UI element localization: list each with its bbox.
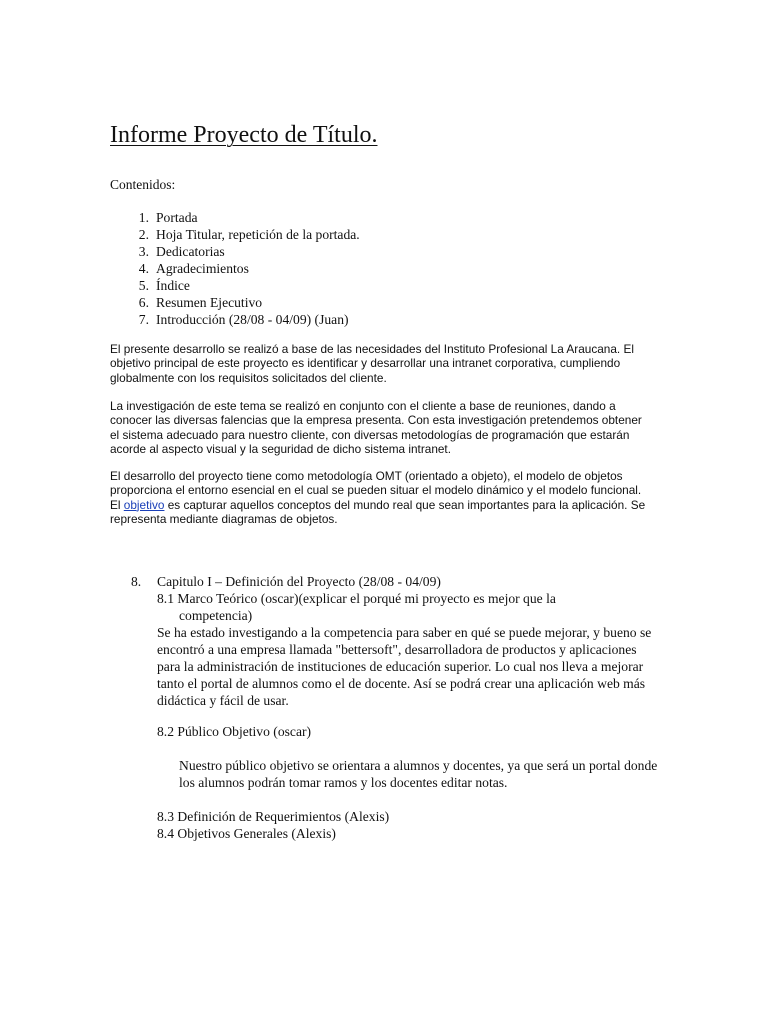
intro-paragraph — [110, 469, 650, 526]
toc-item-number: 6. — [138, 295, 149, 310]
section-heading-marco-teorico: 8.1 Marco Teórico (oscar)(explicar el porqué mi proyecto es mejor que la competencia) — [157, 591, 556, 623]
toc-item — [120, 294, 360, 311]
toc-item-text: Resumen Ejecutivo — [156, 295, 263, 310]
section-heading-publico-objetivo: 8.2 Público Objetivo (oscar) — [157, 724, 312, 739]
toc-item — [120, 243, 360, 260]
toc-item-number: 4. — [138, 261, 149, 276]
toc-item — [120, 226, 360, 243]
toc-item-number: 7. — [138, 312, 149, 327]
toc-item-number: 1. — [138, 210, 149, 225]
toc-item-text: Dedicatorias — [156, 244, 225, 259]
toc-item-number: 2. — [138, 227, 149, 242]
toc-item — [120, 277, 360, 294]
paragraph-text: El desarrollo del proyecto tiene como metodología OMT (orientado a objeto), el modelo de objetos proporciona el entorno esencial en el cual se pueden situar el modelo dinámico y el modelo funcional. El — [110, 469, 642, 512]
section-heading-objetivos-generales: 8.4 Objetivos Generales (Alexis) — [157, 826, 336, 841]
toc-item — [120, 260, 360, 277]
section-heading-requerimientos: 8.3 Definición de Requerimientos (Alexis) — [157, 809, 390, 824]
chapter-heading — [131, 573, 441, 590]
table-of-contents-list — [120, 209, 360, 328]
intro-paragraph: El presente desarrollo se realizó a base de las necesidades del Instituto Profesional La Araucana. El objetivo principal de este proyecto es identificar y desarrollar una intranet corporativa, cumpliendo globalmente con los requisitos solicitados del cliente. — [110, 342, 634, 385]
toc-item — [120, 209, 360, 226]
toc-item-number: 5. — [138, 278, 149, 293]
intro-paragraph: La investigación de este tema se realizó en conjunto con el cliente a base de reuniones, dando a conocer las diversas falencias que la empresa presenta. Con esta investigación pretendemos obtener el sistema adecuado para nuestro cliente, con diversas metodologías de programación que estarán acorde al aspecto visual y la seguridad de dicho sistema intranet. — [110, 399, 642, 456]
toc-item-text: Hoja Titular, repetición de la portada. — [156, 227, 360, 242]
toc-item-text: Introducción (28/08 - 04/09) (Juan) — [156, 312, 349, 327]
objetivo-link[interactable]: objetivo — [123, 497, 165, 512]
toc-item-number: 3. — [138, 244, 149, 259]
contents-label: Contenidos: — [110, 177, 176, 192]
section-body-publico-objetivo: Nuestro público objetivo se orientara a alumnos y docentes, ya que será un portal donde los alumnos podrán tomar ramos y los docentes editar notas. — [179, 758, 658, 790]
toc-item-text: Índice — [156, 278, 190, 293]
chapter-number: 8. — [131, 574, 142, 589]
paragraph-text: es capturar aquellos conceptos del mundo real que sean importantes para la aplicación. Se representa mediante diagramas de objetos. — [110, 497, 646, 526]
toc-item-text: Portada — [156, 210, 198, 225]
toc-item — [120, 311, 360, 328]
section-body-marco-teorico: Se ha estado investigando a la competencia para saber en qué se puede mejorar, y bueno se encontró a una empresa llamada "bettersoft", desarrolladora de productos y aplicaciones para la administración de instituciones de educación superior. Lo cual nos lleva a mejorar tanto el portal de alumnos como el de docente. Así se podrá crear una aplicación web más didáctica y fácil de usar. — [157, 625, 652, 708]
toc-item-text: Agradecimientos — [156, 261, 249, 276]
document-title: Informe Proyecto de Título. — [110, 122, 378, 148]
chapter-title: Capitulo I – Definición del Proyecto (28/08 - 04/09) — [157, 574, 441, 589]
